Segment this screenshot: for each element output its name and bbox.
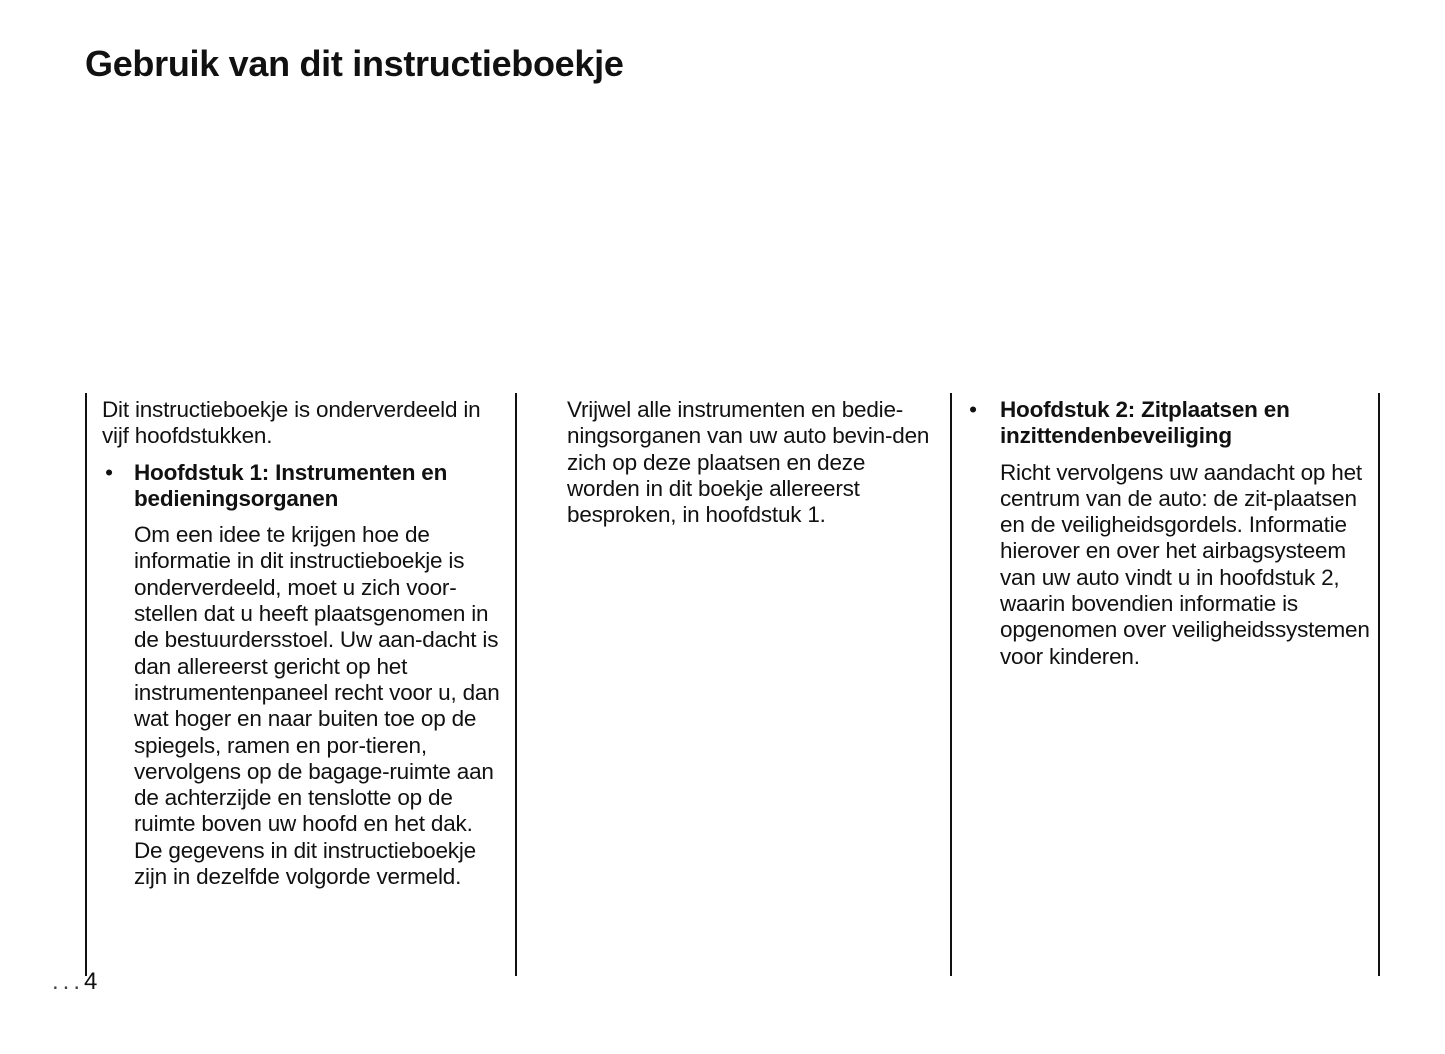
text-column-3: [966, 397, 1371, 670]
chapter-1-item: [102, 460, 502, 891]
bullet-icon: •: [969, 397, 977, 422]
chapter-1-description: Om een idee te krijgen hoe de informatie in dit instructieboekje is onderverdeeld, moet u zich voor-stellen dat u heeft plaatsgenomen in de bestuurdersstoel. Uw aan-dacht is dan allereerst gericht op het instrumentenpaneel recht voor u, dan wat hoger en naar buiten toe op de spiegels, ramen en por-tieren, vervolgens op de bagage-ruimte aan de achterzijde en tenslotte op de ruimte boven uw hoofd en het dak. De gegevens in dit instructieboekje zijn in dezelfde volgorde vermeld.: [134, 522, 500, 890]
intro-paragraph: Dit instructieboekje is onderverdeeld in vijf hoofdstukken.: [102, 397, 481, 449]
page-number-value: 4: [84, 968, 98, 995]
text-column-1: [102, 397, 502, 890]
column-divider: [85, 393, 87, 976]
page-title: Gebruik van dit instructieboekje: [85, 43, 624, 84]
chapter-1-note: Vrijwel alle instrumenten en bedie-ningsorganen van uw auto bevin-den zich op deze plaatsen en deze worden in dit boekje allereerst besproken, in hoofdstuk 1.: [567, 397, 930, 528]
chapter-2-item: [966, 397, 1371, 670]
bullet-icon: •: [105, 459, 113, 485]
column-divider: [950, 393, 952, 976]
page-number: [52, 968, 97, 996]
page-number-dots: ...: [52, 968, 85, 995]
chapter-2-heading: Hoofdstuk 2: Zitplaatsen en inzittendenbeveiliging: [1000, 397, 1290, 449]
chapter-1-heading: Hoofdstuk 1: Instrumenten en bedieningsorganen: [134, 459, 448, 511]
column-divider: [515, 393, 517, 976]
chapter-2-description: Richt vervolgens uw aandacht op het centrum van de auto: de zit-plaatsen en de veiligheidsgordels. Informatie hierover en over het airbagsysteem van uw auto vindt u in hoofdstuk 2, waarin bovendien informatie is opgenomen over veiligheidssystemen voor kinderen.: [1000, 459, 1370, 669]
column-divider: [1378, 393, 1380, 976]
text-column-2: [567, 397, 942, 528]
